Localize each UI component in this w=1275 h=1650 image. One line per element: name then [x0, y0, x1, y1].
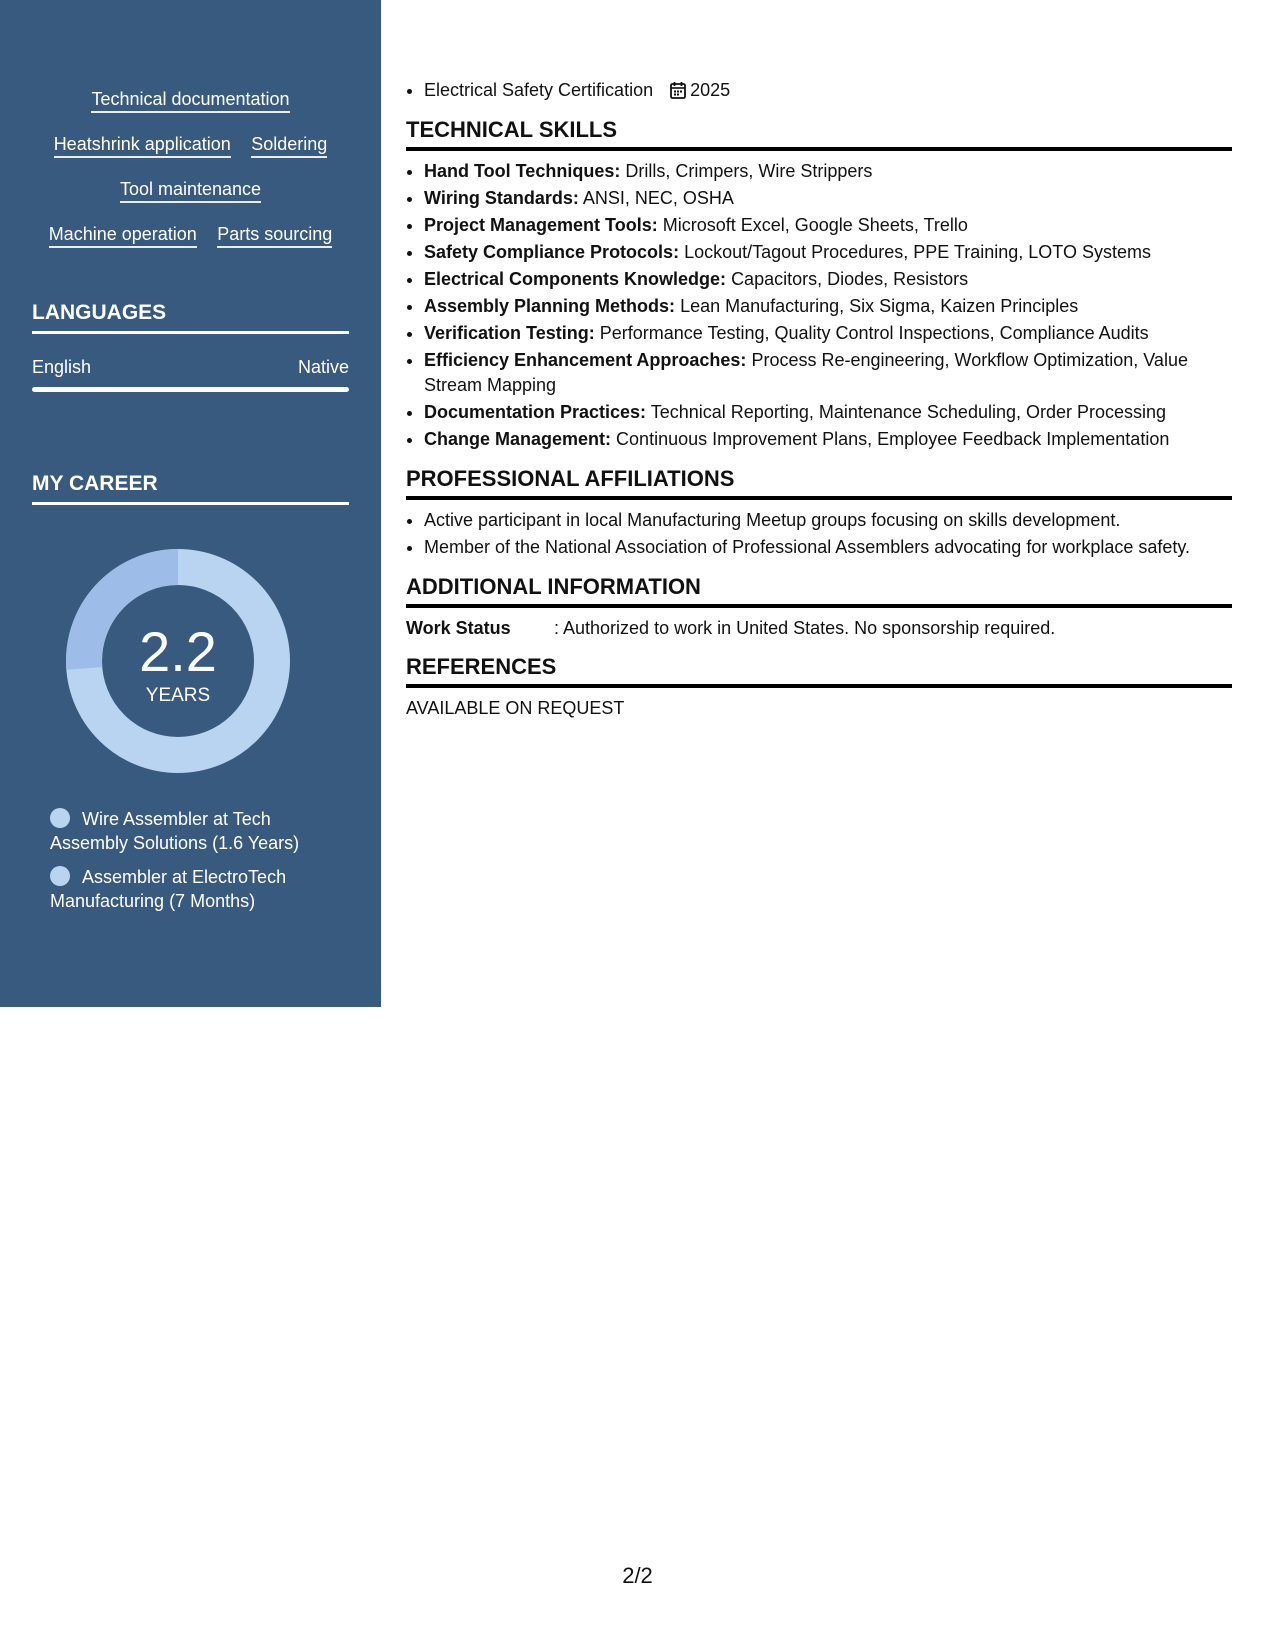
- career-heading: MY CAREER: [32, 471, 349, 505]
- skills-row: [0, 133, 381, 158]
- career-item-text: Wire Assembler at Tech Assembly Solutions (1.6 Years): [50, 809, 300, 853]
- skill-item: [424, 186, 1232, 211]
- main-content: [406, 78, 1232, 720]
- skills-row: [0, 223, 381, 248]
- skill-item: [424, 240, 1232, 265]
- skill-value: Drills, Crimpers, Wire Strippers: [625, 161, 873, 181]
- skill-label: Documentation Practices:: [424, 402, 647, 422]
- skill-item: [424, 213, 1232, 238]
- skill-value: ANSI, NEC, OSHA: [582, 188, 734, 208]
- technical-skills-heading: TECHNICAL SKILLS: [406, 116, 1232, 151]
- career-item: [50, 807, 350, 855]
- affiliations-list: [406, 508, 1232, 560]
- skill-value: Technical Reporting, Maintenance Scheduling, Order Processing: [650, 402, 1167, 422]
- language-row: [32, 356, 349, 378]
- career-unit: YEARS: [145, 685, 211, 706]
- certification-name: Electrical Safety Certification: [424, 80, 654, 100]
- certification-year: 2025: [690, 80, 731, 100]
- skill-value: Continuous Improvement Plans, Employee Feedback Implementation: [616, 429, 1170, 449]
- skill-item: [424, 294, 1232, 319]
- skill-label: Project Management Tools:: [424, 215, 658, 235]
- certification-list: [406, 78, 1232, 103]
- career-item-text: Assembler at ElectroTech Manufacturing (7 Months): [50, 867, 287, 911]
- references-text: AVAILABLE ON REQUEST: [406, 698, 625, 718]
- career-list: [50, 807, 350, 923]
- skill-value: Process Re-engineering, Workflow Optimization, Value Stream Mapping: [424, 350, 1188, 395]
- technical-skills-list: [406, 159, 1232, 452]
- skill-label: Electrical Components Knowledge:: [424, 269, 727, 289]
- skill-value: Microsoft Excel, Google Sheets, Trello: [662, 215, 968, 235]
- language-level-bar: [32, 387, 349, 392]
- skill-tag: Machine operation: [49, 223, 197, 248]
- affiliation-item: • Member of the National Association of Professional Assemblers advocating for workplace safety.: [424, 535, 1232, 560]
- skill-label: Change Management:: [424, 429, 612, 449]
- additional-info-section: [406, 573, 1232, 640]
- languages-heading: LANGUAGES: [32, 300, 349, 334]
- language-level: Native: [297, 357, 349, 377]
- skill-item: [424, 348, 1232, 398]
- skill-tag: Technical documentation: [91, 88, 289, 113]
- skill-item: [424, 159, 1232, 184]
- career-donut-chart: [66, 549, 290, 773]
- sidebar: [0, 0, 381, 1007]
- skill-label: Hand Tool Techniques:: [424, 161, 621, 181]
- skill-label: Safety Compliance Protocols:: [424, 242, 680, 262]
- calendar-icon: [670, 81, 686, 99]
- career-item: [50, 865, 350, 913]
- technical-skills-section: [406, 116, 1232, 452]
- skill-item: [424, 267, 1232, 292]
- affiliation-item: • Active participant in local Manufacturing Meetup groups focusing on skills development.: [424, 508, 1232, 533]
- legend-dot-icon: [50, 808, 70, 828]
- skill-label: Assembly Planning Methods:: [424, 296, 676, 316]
- skill-value: Performance Testing, Quality Control Inspections, Compliance Audits: [599, 323, 1149, 343]
- certification-item: [424, 78, 1232, 103]
- skill-item: [424, 321, 1232, 346]
- skill-value: Lean Manufacturing, Six Sigma, Kaizen Principles: [680, 296, 1079, 316]
- skill-item: [424, 400, 1232, 425]
- skill-value: Capacitors, Diodes, Resistors: [731, 269, 969, 289]
- skill-label: Efficiency Enhancement Approaches:: [424, 350, 747, 370]
- references-section: [406, 653, 1232, 720]
- page-number: 2/2: [622, 1563, 653, 1588]
- affiliations-section: [406, 465, 1232, 560]
- work-status-label: Work Status: [406, 618, 511, 638]
- skills-row: [0, 178, 381, 203]
- skill-value: Lockout/Tagout Procedures, PPE Training, LOTO Systems: [684, 242, 1151, 262]
- skill-label: Wiring Standards:: [424, 188, 579, 208]
- skill-tag: Heatshrink application: [54, 133, 231, 158]
- references-heading: REFERENCES: [406, 653, 1232, 688]
- skill-tag: Soldering: [251, 133, 327, 158]
- legend-dot-icon: [50, 866, 70, 886]
- work-status-value: : Authorized to work in United States. No sponsorship required.: [554, 618, 1056, 638]
- work-status-row: [406, 616, 1232, 640]
- language-name: English: [32, 357, 92, 377]
- skill-tag: Parts sourcing: [217, 223, 332, 248]
- skill-label: Verification Testing:: [424, 323, 595, 343]
- additional-info-heading: ADDITIONAL INFORMATION: [406, 573, 1232, 608]
- career-total: 2.2: [139, 620, 217, 683]
- skill-tag: Tool maintenance: [120, 178, 261, 203]
- skill-item: [424, 427, 1232, 452]
- skills-row: [0, 88, 381, 113]
- affiliations-heading: PROFESSIONAL AFFILIATIONS: [406, 465, 1232, 500]
